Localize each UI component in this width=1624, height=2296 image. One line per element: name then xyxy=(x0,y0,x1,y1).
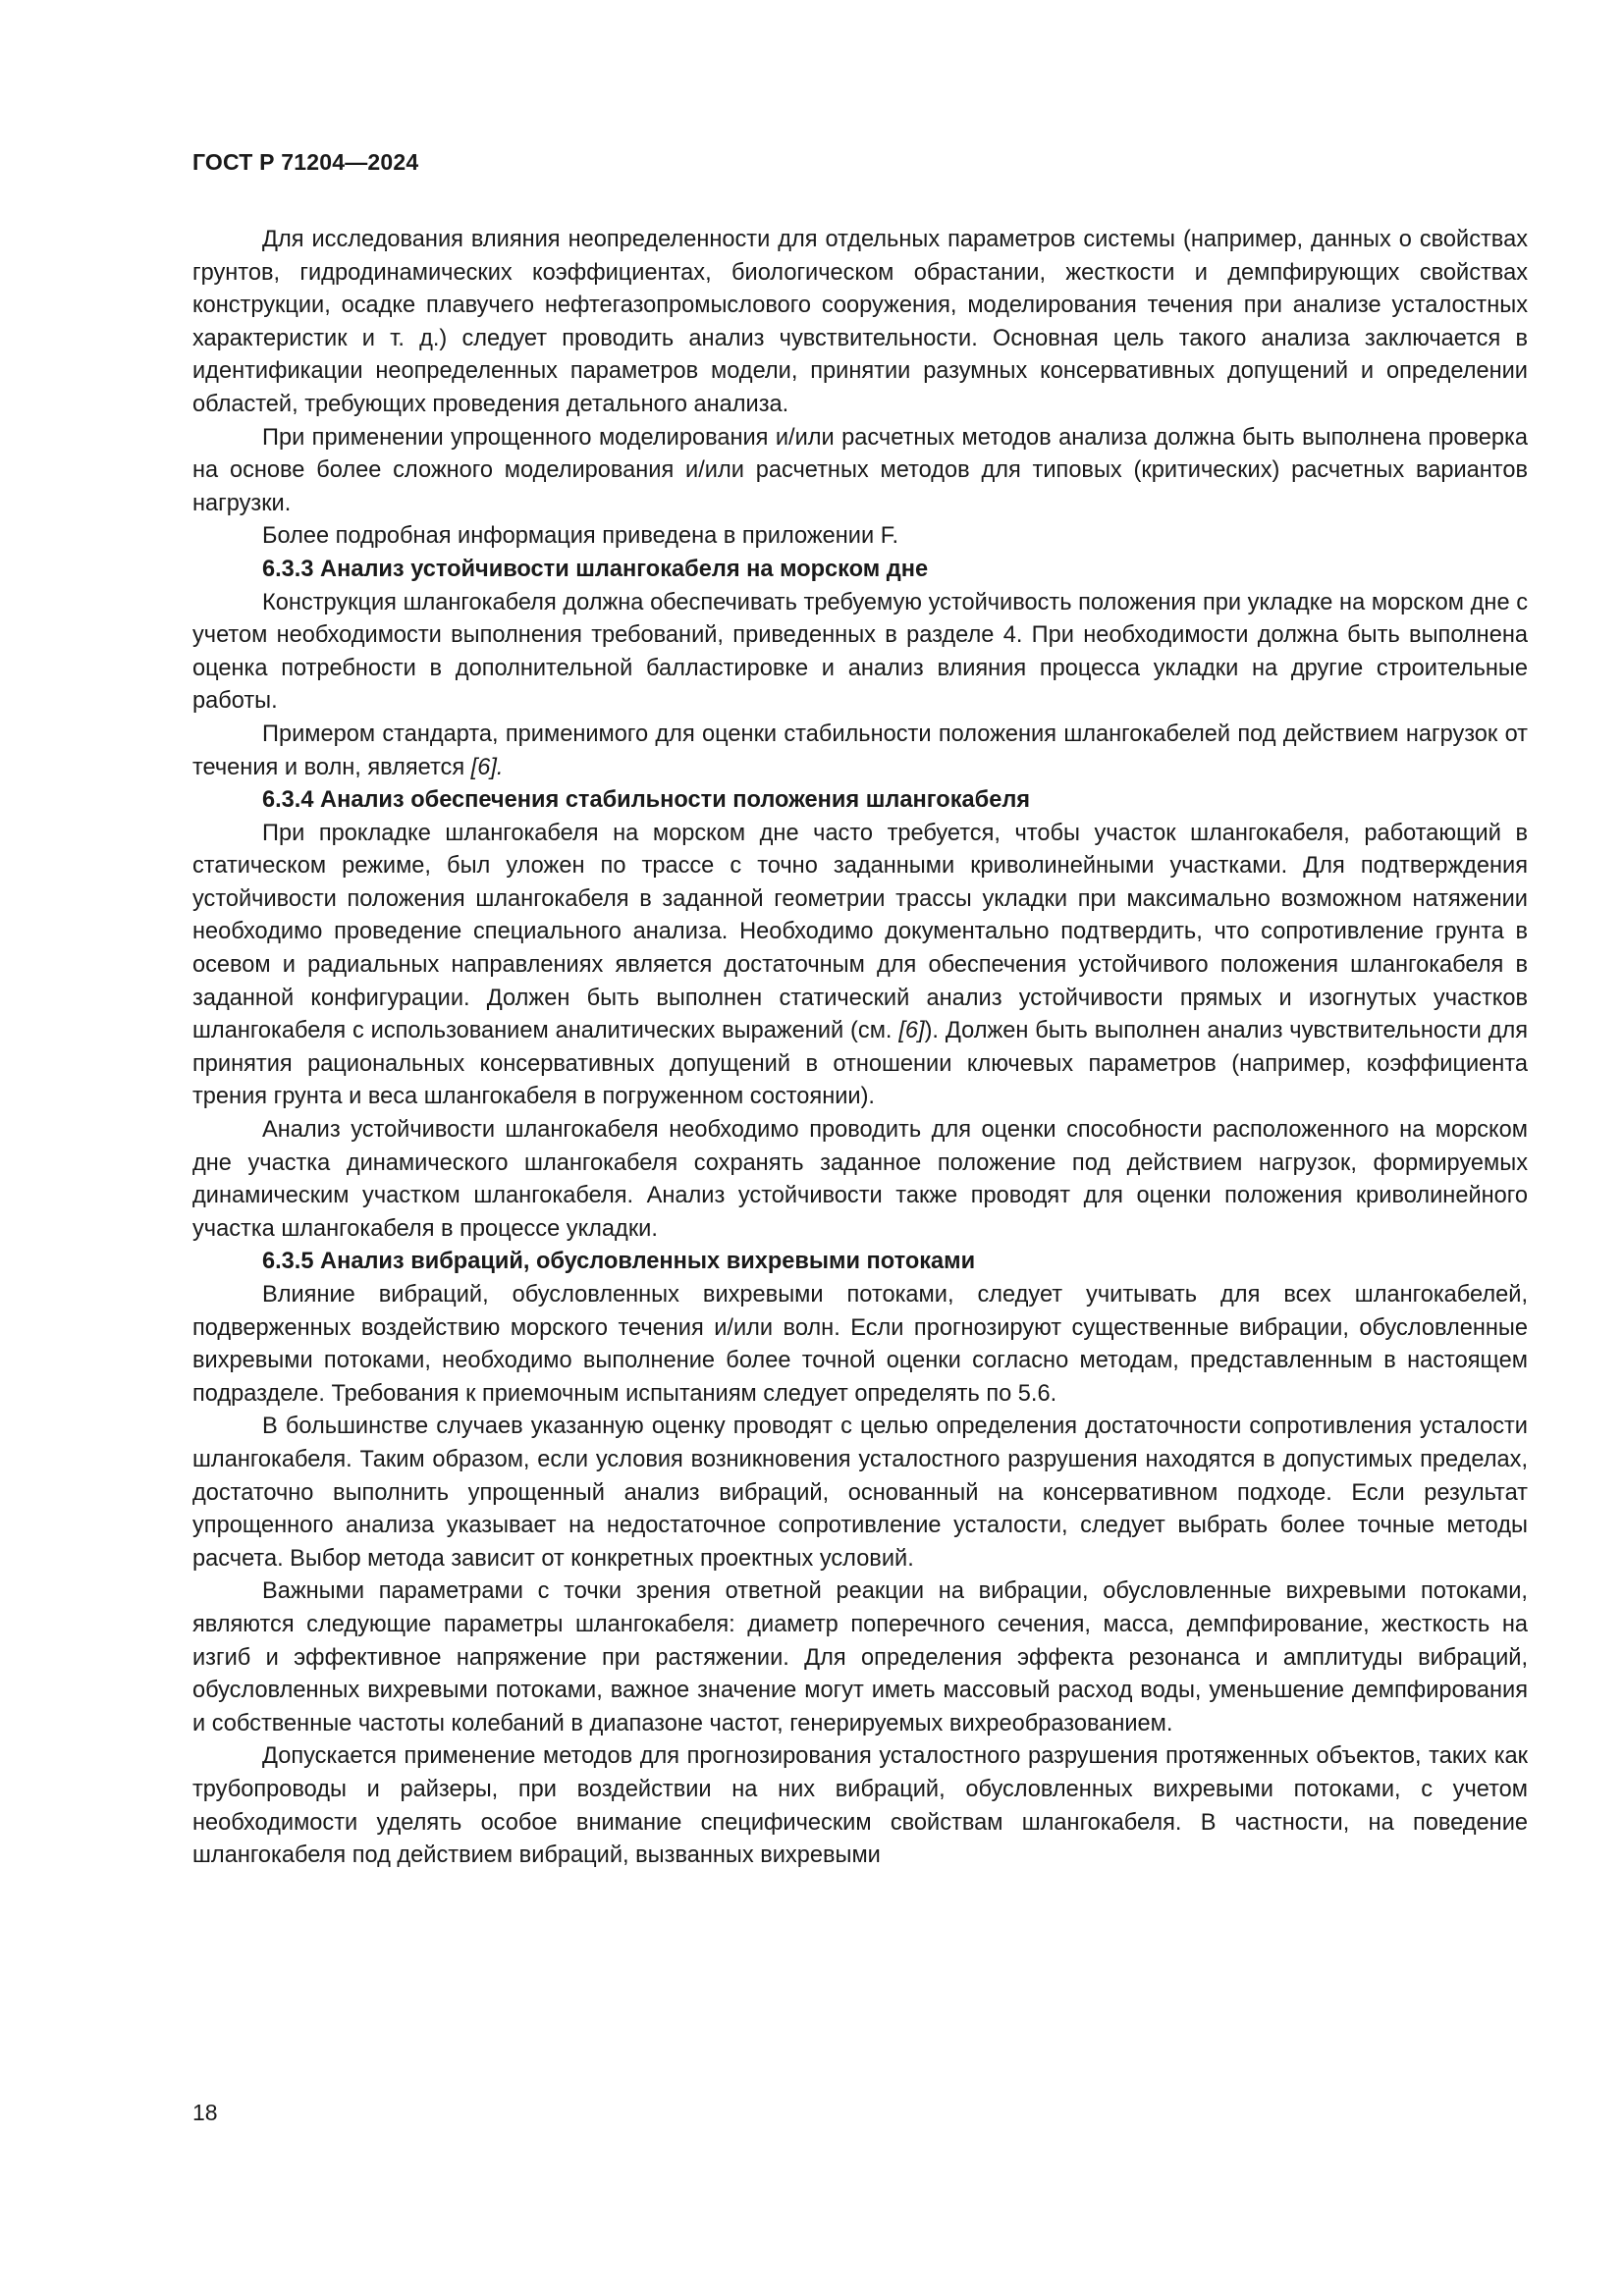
section-heading-6-3-3: 6.3.3 Анализ устойчивости шлангокабеля на морском дне xyxy=(262,556,929,582)
body-paragraph: Конструкция шлангокабеля должна обеспечивать требуемую устойчивость положения при укладке на морском дне с учетом необходимости выполнения требований, приведенных в разделе 4. При необходимости должна быть выполнена оценка потребности в дополнительной балластировке и анализ влияния процесса укладки на другие строительные работы. xyxy=(192,589,1528,715)
body-paragraph: Более подробная информация приведена в приложении F. xyxy=(262,523,899,550)
page-number: 18 xyxy=(192,2100,218,2125)
body-paragraph: В большинстве случаев указанную оценку проводят с целью определения достаточности сопротивления усталости шлангокабеля. Таким образом, если условия возникновения усталостного разрушения находятся в допустимых пределах, достаточно выполнить упрощенный анализ вибраций, основанный на консервативном подходе. Если результат упрощенного анализа указывает на недостаточное сопротивление усталости, следует выбрать более точные методы расчета. Выбор метода зависит от конкретных проектных условий. xyxy=(192,1414,1528,1572)
bibliography-reference: [6] xyxy=(898,1018,925,1044)
body-paragraph: При прокладке шлангокабеля на морском дне часто требуется, чтобы участок шлангокабеля, работающий в статическом режиме, был уложен по трассе с точно заданными криволинейными участками. Для подтверждения устойчивости положения шлангокабеля в заданной геометрии трассы укладки при максимально возможном натяжении необходимо проведение специального анализа. Необходимо документально подтвердить, что сопротивление грунта в осевом и радиальных направлениях является достаточным для обеспечения устойчивого положения шлангокабеля в заданной конфигурации. Должен быть выполнен статический анализ устойчивости прямых и изогнутых участков шлангокабеля с использованием аналитических выражений (см. [6]). Должен быть выполнен анализ чувствительности для принятия рациональных консервативных допущений в отношении ключевых параметров (например, коэффициента трения грунта и веса шлангокабеля в погруженном состоянии). xyxy=(192,820,1529,1110)
section-heading-6-3-4: 6.3.4 Анализ обеспечения стабильности положения шлангокабеля xyxy=(262,787,1031,814)
body-paragraph: Допускается применение методов для прогнозирования усталостного разрушения протяженных объектов, таких как трубопроводы и райзеры, при воздействии на них вибраций, обусловленных вихревыми потоками, с учетом необходимости уделять особое внимание специфическим свойствам шлангокабеля. В частности, на поведение шлангокабеля под действием вибраций, вызванных вихревыми xyxy=(192,1743,1528,1869)
bibliography-reference: [6]. xyxy=(470,754,504,780)
body-paragraph: Примером стандарта, применимого для оценки стабильности положения шлангокабелей под действием нагрузок от течения и волн, является [6]. xyxy=(192,721,1528,780)
body-paragraph: Влияние вибраций, обусловленных вихревыми потоками, следует учитывать для всех шлангокабелей, подверженных воздействию морского течения и/или волн. Если прогнозируют существенные вибрации, обусловленные вихревыми потоками, необходимо выполнение более точной оценки согласно методам, представленным в настоящем подразделе. Требования к приемочным испытаниям следует определять по 5.6. xyxy=(192,1282,1528,1407)
section-heading-6-3-5: 6.3.5 Анализ вибраций, обусловленных вихревыми потоками xyxy=(262,1249,976,1275)
body-paragraph: При применении упрощенного моделирования и/или расчетных методов анализа должна быть выполнена проверка на основе более сложного моделирования и/или расчетных методов для типовых (критических) расчетных вариантов нагрузки. xyxy=(192,424,1528,516)
body-paragraph: Анализ устойчивости шлангокабеля необходимо проводить для оценки способности расположенного на морском дне участка динамического шлангокабеля сохранять заданное положение под действием нагрузок, формируемых динамическим участком шлангокабеля. Анализ устойчивости также проводят для оценки положения криволинейного участка шлангокабеля в процессе укладки. xyxy=(192,1117,1528,1242)
body-paragraph: Для исследования влияния неопределенности для отдельных параметров системы (например, данных о свойствах грунтов, гидродинамических коэффициентах, биологическом обрастании, жесткости и демпфирующих свойствах конструкции, осадке плавучего нефтегазопромыслового сооружения, моделирования течения при анализе усталостных характеристик и т. д.) следует проводить анализ чувствительности. Основная цель такого анализа заключается в идентификации неопределенных параметров модели, принятии разумных консервативных допущений и определении областей, требующих проведения детального анализа. xyxy=(192,227,1528,417)
document-body xyxy=(192,224,1528,1873)
body-paragraph: Важными параметрами с точки зрения ответной реакции на вибрации, обусловленные вихревыми потоками, являются следующие параметры шлангокабеля: диаметр поперечного сечения, масса, демпфирование, жесткость на изгиб и эффективное напряжение при растяжении. Для определения эффекта резонанса и амплитуды вибраций, обусловленных вихревыми потоками, важное значение могут иметь массовый расход воды, уменьшение демпфирования и собственные частоты колебаний в диапазоне частот, генерируемых вихреобразованием. xyxy=(192,1578,1528,1736)
document-header: ГОСТ Р 71204—2024 xyxy=(192,149,419,175)
